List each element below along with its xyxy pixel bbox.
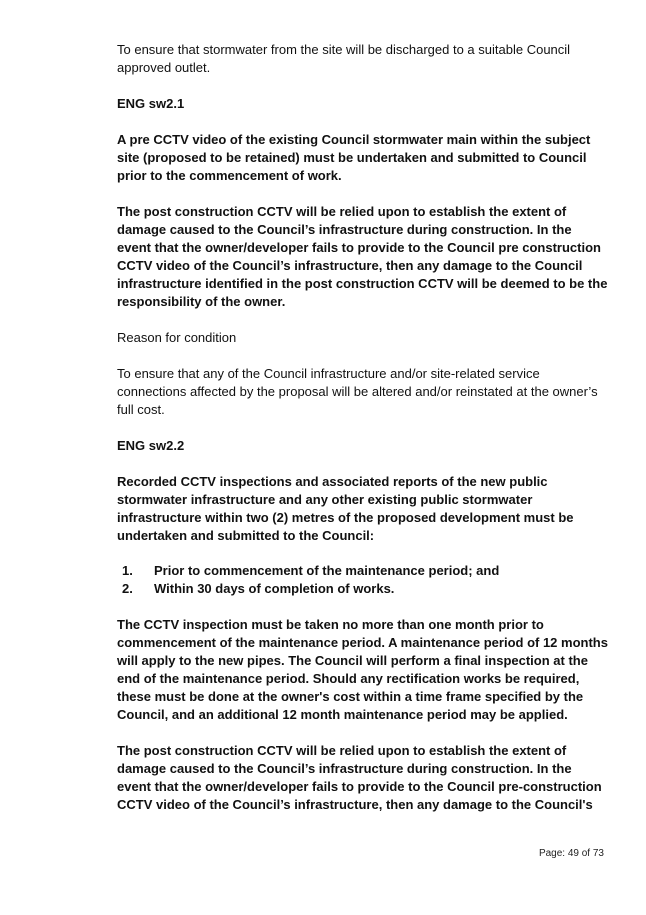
list-item-number: 1. — [122, 563, 133, 578]
condition-heading-sw2-2: ENG sw2.2 — [117, 438, 185, 453]
post-cctv-paragraph-2: The post construction CCTV will be relied upon to establish the extent of damage caused to the Council’s infrastructure during construction. In the event that the owner/developer fails to provide to the Council pre-construction CCTV video of the Council’s infrastructure, then any damage to the Council's — [117, 743, 602, 812]
list-item-text: Within 30 days of completion of works. — [154, 581, 395, 596]
list-item-text: Prior to commencement of the maintenance period; and — [154, 563, 500, 578]
reason-paragraph: To ensure that any of the Council infrastructure and/or site-related service connections affected by the proposal will be altered and/or reinstated at the owner’s full cost. — [117, 366, 598, 417]
recorded-cctv-paragraph: Recorded CCTV inspections and associated reports of the new public stormwater infrastructure and any other existing public stormwater infrastructure within two (2) metres of the proposed development must be undertaken and submitted to the Council: — [117, 474, 574, 543]
condition-heading-sw2-1: ENG sw2.1 — [117, 96, 185, 111]
list-item — [117, 580, 609, 598]
page-number: Page: 49 of 73 — [538, 848, 604, 859]
list-item — [117, 562, 609, 580]
reason-label: Reason for condition — [117, 330, 237, 345]
inspection-list — [117, 562, 609, 598]
maintenance-period-paragraph: The CCTV inspection must be taken no more than one month prior to commencement of the maintenance period. A maintenance period of 12 months will apply to the new pipes. The Council will perform a final inspection at the end of the maintenance period. Should any rectification works be required, these must be done at the owner's cost within a time frame specified by the Council, and an additional 12 month maintenance period may be applied. — [117, 617, 608, 722]
post-cctv-paragraph: The post construction CCTV will be relied upon to establish the extent of damage caused to the Council’s infrastructure during construction. In the event that the owner/developer fails to provide to the Council pre construction CCTV video of the Council’s infrastructure, then any damage to the Council infrastructure identified in the post construction CCTV will be deemed to be the responsibility of the owner. — [117, 204, 608, 309]
list-item-number: 2. — [122, 581, 133, 596]
document-page — [117, 41, 609, 814]
pre-cctv-paragraph: A pre CCTV video of the existing Council stormwater main within the subject site (proposed to be retained) must be undertaken and submitted to Council prior to the commencement of work. — [117, 132, 591, 183]
outlet-paragraph: To ensure that stormwater from the site will be discharged to a suitable Council approved outlet. — [117, 42, 571, 75]
